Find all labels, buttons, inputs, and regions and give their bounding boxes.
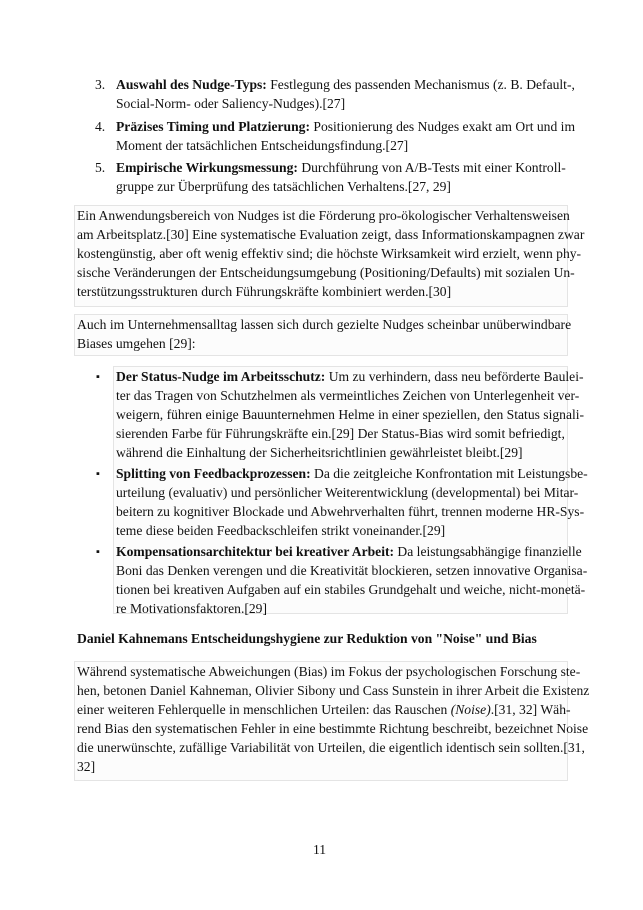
bullet-line: Boni das Denken verengen und die Kreativität blockieren, setzen innovative Organisa-: [116, 563, 588, 578]
bullet-line: tionen bei kreativen Aufgaben auf ein stabiles Grundgehalt und weiche, nicht-monetä-: [116, 582, 586, 597]
list-item-title: Präzises Timing und Platzierung:: [116, 119, 310, 134]
bullet-line: während die Einhaltung der Sicherheitsrichtlinien gewährleistet bleibt.[29]: [116, 445, 523, 460]
paragraph-line: sische Veränderungen der Entscheidungsumgebung (Positioning/Defaults) mit sozialen Un-: [77, 265, 575, 280]
bullet-marker: ▪: [96, 468, 100, 480]
paragraph-line: rend Bias den systematischen Fehler in eine bestimmte Richtung beschreibt, bezeichnet Noise: [77, 721, 589, 736]
bullet-title: Kompensationsarchitektur bei kreativer Arbeit:: [116, 544, 395, 559]
bullet-line: urteilung (evaluativ) und persönlicher Weiterentwicklung (developmental) bei Mitar-: [116, 485, 579, 500]
paragraph-line: kostengünstig, aber oft wenig effektiv sind; die höchste Wirksamkeit wird erzielt, wenn phy-: [77, 246, 582, 261]
bullet-line: weigern, führen einige Bauunternehmen Helme in einer speziellen, den Status signali-: [116, 407, 585, 422]
list-marker: 4.: [95, 119, 106, 134]
paragraph-line: terstützungsstrukturen durch Führungskräfte kombiniert werden.[30]: [77, 284, 452, 299]
page-number: 11: [313, 842, 327, 857]
paragraph-line: Auch im Unternehmensalltag lassen sich durch gezielte Nudges scheinbar unüberwindbare: [77, 317, 572, 332]
list-item-line: gruppe zur Überprüfung des tatsächlichen Verhaltens.[27, 29]: [116, 179, 451, 194]
bullet-line: [116, 544, 582, 560]
bullet-text: Um zu verhindern, dass neu beförderte Baulei-: [325, 369, 584, 384]
bullet-text: Da die zeitgleiche Konfrontation mit Leistungsbe-: [310, 466, 588, 481]
list-item-line: [116, 77, 575, 93]
paragraph-line: die unerwünschte, zufällige Variabilität von Urteilen, die eigentlich identisch sein sollten.[31,: [77, 740, 585, 755]
bullet-line: [116, 369, 584, 385]
bullet-title: Splitting von Feedbackprozessen:: [116, 466, 311, 481]
list-marker: 3.: [95, 77, 106, 92]
paragraph-line: am Arbeitsplatz.[30] Eine systematische Evaluation zeigt, dass Informationskampagnen zwar: [77, 227, 585, 242]
list-item-line: Social-Norm- oder Saliency-Nudges).[27]: [116, 96, 346, 111]
paragraph-line: hen, betonen Daniel Kahneman, Olivier Sibony und Cass Sunstein in ihrer Arbeit die Existenz: [77, 683, 590, 698]
list-item-text: Durchführung von A/B-Tests mit einer Kontroll-: [297, 160, 566, 175]
bullet-line: ter das Tragen von Schutzhelmen als vermeintliches Zeichen von Unterlegenheit ver-: [116, 388, 580, 403]
paragraph-text: .[31, 32] Wäh-: [490, 702, 571, 717]
bullet-line: beitern zu kognitiver Blockade und Abwehrverhalten führt, trennen moderne HR-Sys-: [116, 504, 585, 519]
bullet-line: [116, 466, 588, 482]
bullet-text: Da leistungsabhängige finanzielle: [394, 544, 582, 559]
paragraph-line: Während systematische Abweichungen (Bias) im Fokus der psychologischen Forschung ste-: [77, 664, 581, 679]
list-item-title: Auswahl des Nudge-Typs:: [116, 77, 267, 92]
list-item-line: [116, 119, 575, 135]
list-item-line: [116, 160, 566, 176]
paragraph-line: 32]: [77, 759, 96, 774]
paragraph-line: Ein Anwendungsbereich von Nudges ist die Förderung pro-ökologischer Verhaltensweisen: [77, 208, 570, 223]
list-item-text: Festlegung des passenden Mechanismus (z. B. Default-,: [266, 77, 575, 92]
paragraph-line: [77, 702, 571, 718]
list-item-text: Positionierung des Nudges exakt am Ort und im: [309, 119, 576, 134]
bullet-marker: ▪: [96, 546, 100, 558]
list-item-title: Empirische Wirkungsmessung:: [116, 160, 298, 175]
section-heading: Daniel Kahnemans Entscheidungshygiene zur Reduktion von "Noise" und Bias: [77, 631, 537, 646]
list-marker: 5.: [95, 160, 106, 175]
paragraph-text: einer weiteren Fehlerquelle in menschlichen Urteilen: das Rauschen: [77, 702, 451, 717]
bullet-marker: ▪: [96, 371, 100, 383]
bullet-line: teme diese beiden Feedbackschleifen strikt voneinander.[29]: [116, 523, 446, 538]
paragraph-line: Biases umgehen [29]:: [77, 336, 196, 351]
list-item-line: Moment der tatsächlichen Entscheidungsfindung.[27]: [116, 138, 409, 153]
bullet-line: sierenden Farbe für Führungskräfte ein.[29] Der Status-Bias wird somit befriedigt,: [116, 426, 565, 441]
bullet-line: re Motivationsfaktoren.[29]: [116, 601, 267, 616]
noise-term: (Noise): [450, 702, 491, 717]
bullet-title: Der Status-Nudge im Arbeitsschutz:: [116, 369, 326, 384]
